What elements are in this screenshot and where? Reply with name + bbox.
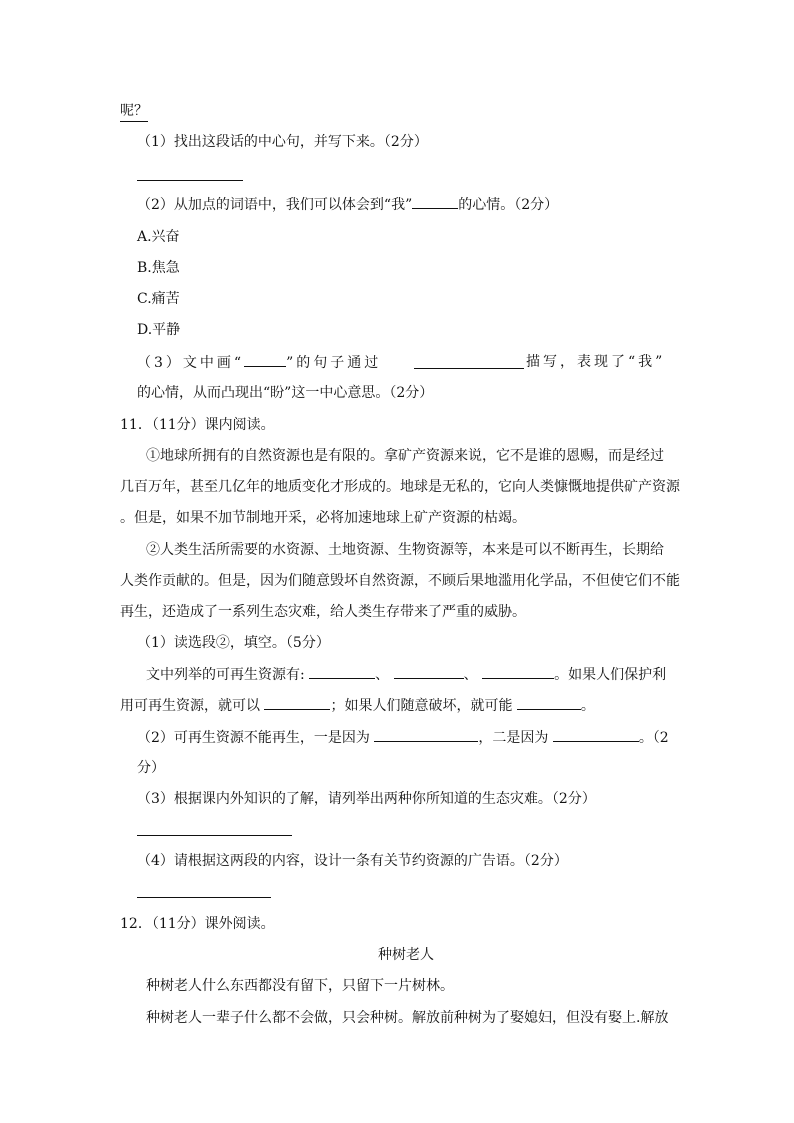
underline-marker — [244, 352, 286, 367]
question-text: （2）可再生资源不能再生，一是因为 — [137, 730, 370, 746]
question-3-tail: 描写，表现了“我” — [526, 354, 666, 370]
answer-blank-resource-2[interactable] — [394, 664, 464, 679]
story-title: 种树老人 — [378, 947, 434, 963]
answer-blank-reason-1[interactable] — [374, 727, 478, 742]
section-12-heading: 12．（11分）课外阅读。 — [120, 916, 275, 932]
passage-2-line-3: 再生，还造成了一系列生态灾难，给人类生存带来了严重的威胁。 — [120, 604, 526, 620]
option-d[interactable]: D.平静 — [137, 322, 181, 338]
passage-1-line-2: 几百万年，甚至几亿年的地质变化才形成的。地球是无私的，它向人类慷慨地提供矿产资源 — [120, 479, 680, 495]
question-2-text: （2）从加点的词语中，我们可以体会到“我” — [137, 197, 413, 213]
answer-blank-2[interactable] — [412, 194, 458, 209]
fill-text: ；如果人们随意破坏，就可能 — [330, 698, 513, 714]
fill-text: 。 — [580, 698, 595, 714]
question-2 — [137, 194, 558, 215]
passage-paragraph-1 — [146, 446, 664, 466]
continuation-text: 呢？ — [120, 101, 148, 122]
reading-question-1-fill — [146, 664, 666, 685]
answer-blank-resource-3[interactable] — [482, 664, 554, 679]
question-3-cont: 的心情，从而凸现出“盼”这一中心意思。（2分） — [137, 385, 434, 401]
option-b[interactable]: B.焦急 — [137, 260, 180, 276]
section-11-heading: 11．（11分）课内阅读。 — [120, 417, 275, 433]
answer-blank-reason-2[interactable] — [553, 727, 639, 742]
story-line-2: 种树老人一辈子什么都不会做，只会种树。解放前种树为了娶媳妇，但没有娶上.解放 — [146, 1010, 669, 1026]
question-2-tail: 的心情。（2分） — [458, 197, 559, 213]
reading-question-3: （3）根据课内外知识的了解，请列举出两种你所知道的生态灾难。（2分） — [137, 791, 596, 807]
question-1: （1）找出这段话的中心句，并写下来。（2分） — [137, 134, 428, 150]
fill-text-tail: 。如果人们保护利 — [554, 667, 667, 683]
passage-1-line-1: ①地球所拥有的自然资源也是有限的。拿矿产资源来说，它不是谁的恩赐，而是经过 — [146, 448, 664, 464]
answer-blank-protect[interactable] — [264, 695, 330, 710]
question-text: 。（2 — [638, 730, 669, 746]
passage-1-line-3: 。但是，如果不加节制地开采，必将加速地球上矿产资源的枯竭。 — [120, 510, 526, 526]
passage-2-line-1: ②人类生活所需要的水资源、土地资源、生物资源等，本来是可以不断再生，长期给 — [146, 542, 664, 558]
answer-blank-destroy[interactable] — [517, 695, 581, 710]
question-3-text: （3）文中画“ — [137, 355, 245, 371]
reading-question-1: （1）读选段②，填空。（5分） — [137, 635, 330, 651]
question-3-mid: ”的句子通过 — [286, 355, 382, 371]
answer-line-r4[interactable] — [137, 897, 271, 898]
option-a[interactable]: A.兴奋 — [137, 229, 180, 245]
question-text: ，二是因为 — [478, 730, 549, 746]
separator: 、 — [375, 667, 390, 683]
answer-line-1[interactable] — [137, 180, 243, 181]
reading-question-4: （4）请根据这两段的内容，设计一条有关节约资源的广告语。（2分） — [137, 853, 568, 869]
separator: 、 — [463, 667, 478, 683]
fill-text: 文中列举的可再生资源有: — [146, 667, 305, 683]
fill-text: 用可再生资源，就可以 — [120, 698, 260, 714]
answer-blank-3[interactable] — [414, 368, 524, 369]
answer-line-r3[interactable] — [137, 835, 292, 836]
passage-2-line-2: 人类作贡献的。但是，因为们随意毁坏自然资源，不顾后果地滥用化学品，不但使它们不能 — [120, 573, 680, 589]
story-line-1: 种树老人什么东西都没有留下，只留下一片树林。 — [146, 978, 454, 994]
question-3 — [137, 352, 381, 373]
answer-blank-resource-1[interactable] — [309, 664, 375, 679]
reading-question-2 — [137, 727, 669, 748]
reading-question-1-cont — [120, 695, 595, 716]
reading-question-2-cont: 分） — [137, 760, 165, 776]
option-c[interactable]: C.痛苦 — [137, 291, 180, 307]
